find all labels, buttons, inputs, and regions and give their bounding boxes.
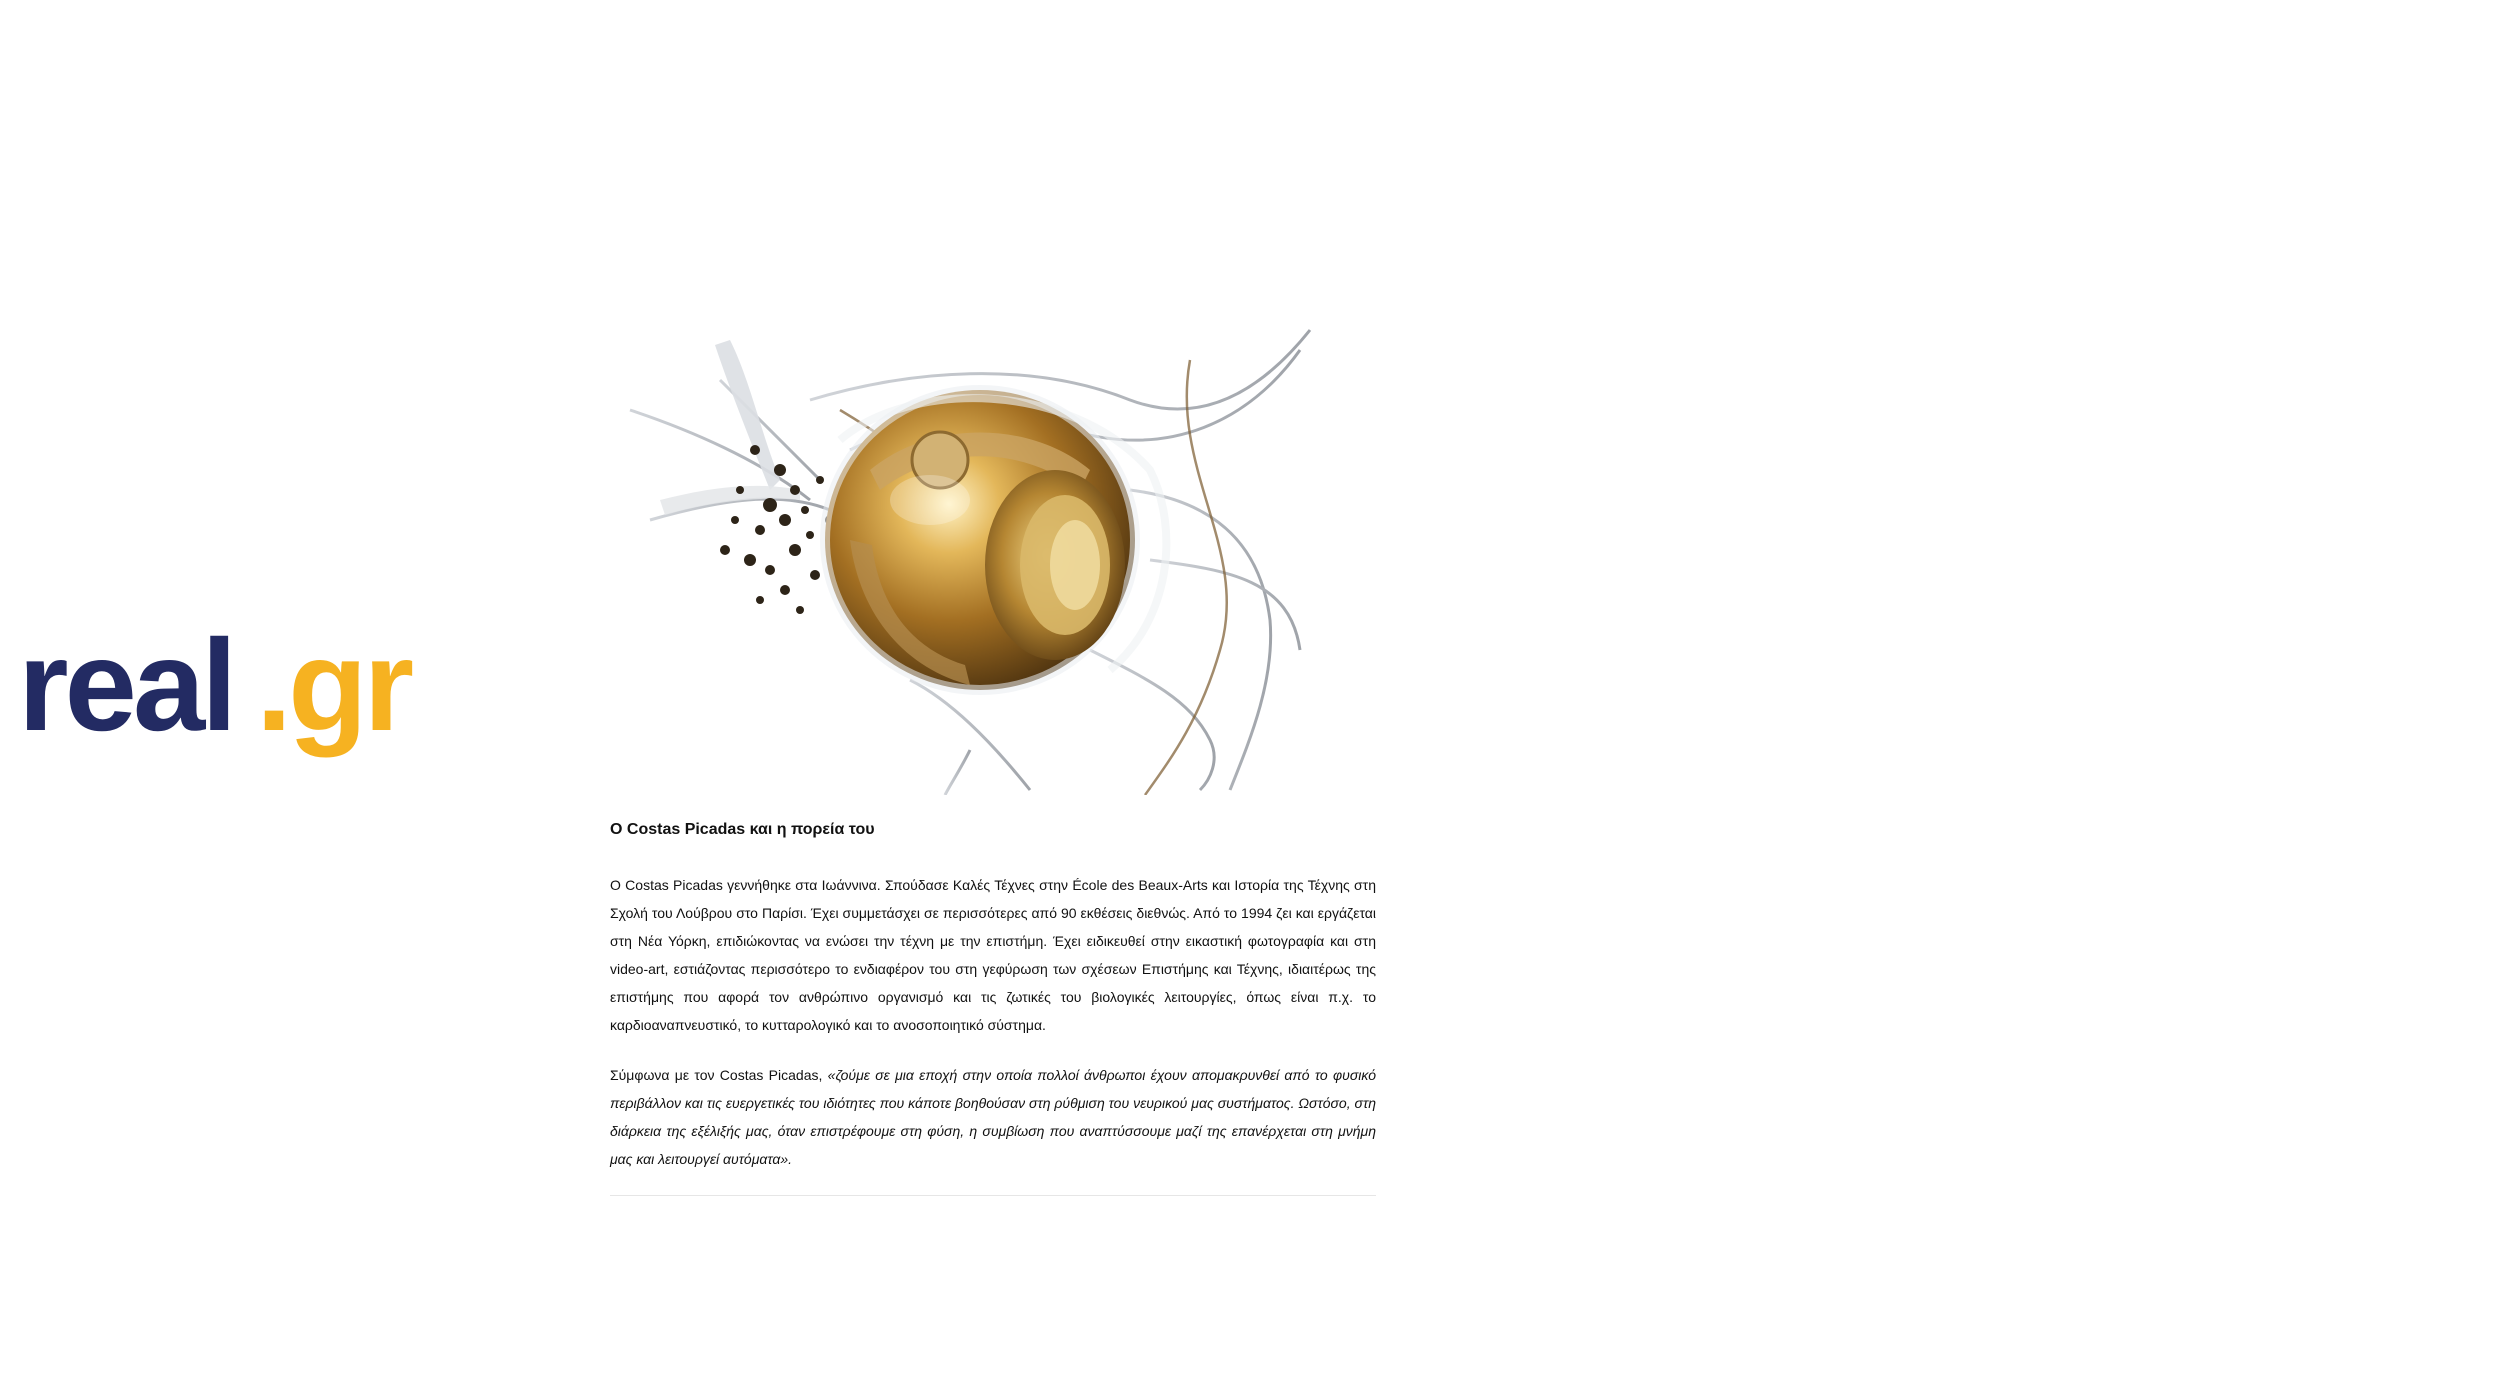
bio-paragraph: Ο Costas Picadas γεννήθηκε στα Ιωάννινα. Σπούδασε Καλές Τέχνες στην École des Beaux-Arts και Ιστορία της Τέχνης στη Σχολή του Λούβρου στο Παρίσι. Έχει συμμετάσχει σε περισσότερες από 90 εκθέσεις διεθνώς. Από το 1994 ζει και εργάζεται στη Νέα Υόρκη, επιδιώκοντας να ενώσει την τέχνη με την επιστήμη. Έχει ειδικευθεί στην εικαστική φωτογραφία και στη video-art, εστιάζοντας περισσότερο το ενδιαφέρον του στη γεφύρωση των σχέσεων Επιστήμης και Τέχνης, ιδιαιτέρως της επιστήμης που αφορά τον ανθρώπινο οργανισμό και τις ζωτικές του βιολογικές λειτουργίες, όπως είναι π.χ. το καρδιοαναπνευστικό, το κυτταρολογικό και το ανοσοποιητικό σύστημα. [610,877,1376,1033]
logo-dot-part: .gr [256,618,411,758]
logo-name-part: real [18,618,234,758]
quote-text: «ζούμε σε μια εποχή στην οποία πολλοί άνθρωποι έχουν απομακρυνθεί από το φυσικό περιβάλλον και τις ευεργετικές του ιδιότητες που κάποτε βοηθούσαν στη ρύθμιση του νευρικού μας συστήματος. Ωστόσο, στη διάρκεια της εξέλιξής μας, όταν επιστρέφουμε στη φύση, η συμβίωση που αναπτύσσουμε μαζί της επανέρχεται στη μνήμη μας και λειτουργεί αυτόματα». [610,1067,1377,1167]
golden-eye-artwork-icon [610,320,1376,795]
quote-intro: Σύμφωνα με τον Costas Picadas, [610,1067,828,1083]
section-title: Ο Costas Picadas και η πορεία του [610,821,875,838]
site-logo[interactable] [18,618,428,768]
quote-paragraph [610,1061,1376,1173]
hero-image [610,320,1376,795]
divider [610,1195,1376,1196]
real-gr-logo-icon [18,618,428,768]
article-content [610,320,1376,1196]
